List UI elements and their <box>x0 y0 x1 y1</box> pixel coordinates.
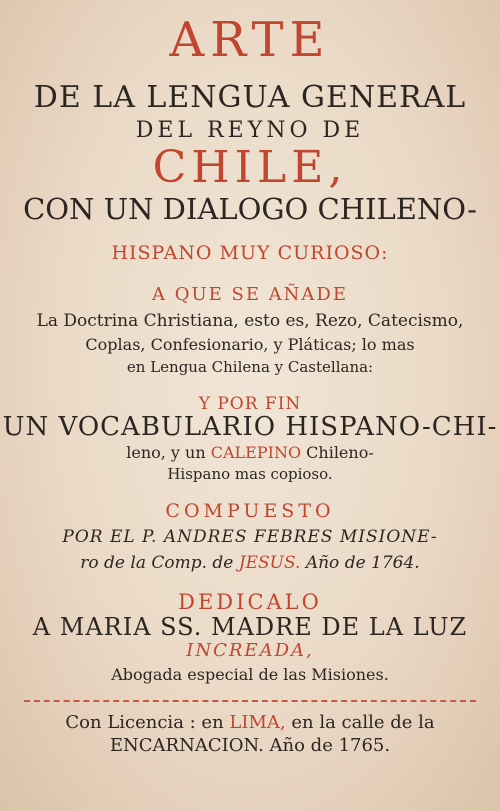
title-line-hispano: HISPANO MUY CURIOSO: <box>111 242 389 264</box>
contents-line-doctrina: La Doctrina Christiana, esto es, Rezo, Catecismo, <box>36 311 464 331</box>
dedication-maria: A MARIA SS. MADRE DE LA LUZ <box>32 613 468 641</box>
contents-line-coplas: Coplas, Confesionario, y Pláticas; lo mas <box>85 335 415 354</box>
title-line-dialogo: CON UN DIALOGO CHILENO- <box>23 192 477 226</box>
author-year: Año de 1764. <box>300 553 420 573</box>
imprint-suffix: en la calle de la <box>285 712 435 733</box>
contents-vocabulario: UN VOCABULARIO HISPANO-CHI- <box>2 412 498 442</box>
author-comp-prefix: ro de la Comp. de <box>80 553 239 573</box>
author-line-comp <box>0 553 500 573</box>
dedication-abogada: Abogada especial de las Misiones. <box>111 665 389 684</box>
contents-line-lengua: en Lengua Chilena y Castellana: <box>126 358 374 376</box>
imprint-encarnacion: ENCARNACION. Año de 1765. <box>109 735 391 756</box>
title-chile: CHILE, <box>152 142 348 193</box>
divider-rule <box>24 700 476 702</box>
calepino-suffix: Chileno- <box>301 443 374 462</box>
contents-line-hispano: Hispano mas copioso. <box>167 465 333 483</box>
calepino-word: CALEPINO <box>210 443 302 462</box>
author-compuesto: COMPUESTO <box>165 500 335 522</box>
title-line-reyno: DEL REYNO DE <box>135 118 365 143</box>
dedication-increada: INCREADA, <box>186 640 314 661</box>
contents-por-fin: Y POR FIN <box>198 394 302 414</box>
author-line-febres: POR EL P. ANDRES FEBRES MISIONE- <box>62 527 438 547</box>
calepino-prefix: leno, y un <box>126 443 211 462</box>
imprint-lima: LIMA, <box>229 712 286 733</box>
title-arte: ARTE <box>169 12 331 68</box>
dedication-dedicalo: DEDICALO <box>178 590 322 614</box>
contents-line-calepino <box>0 443 500 462</box>
author-jesus: JESUS. <box>238 553 301 573</box>
title-line-lengua-general: DE LA LENGUA GENERAL <box>33 80 467 115</box>
imprint-prefix: Con Licencia : en <box>65 712 230 733</box>
imprint-licencia <box>0 712 500 733</box>
contents-heading: A QUE SE AÑADE <box>151 284 349 305</box>
